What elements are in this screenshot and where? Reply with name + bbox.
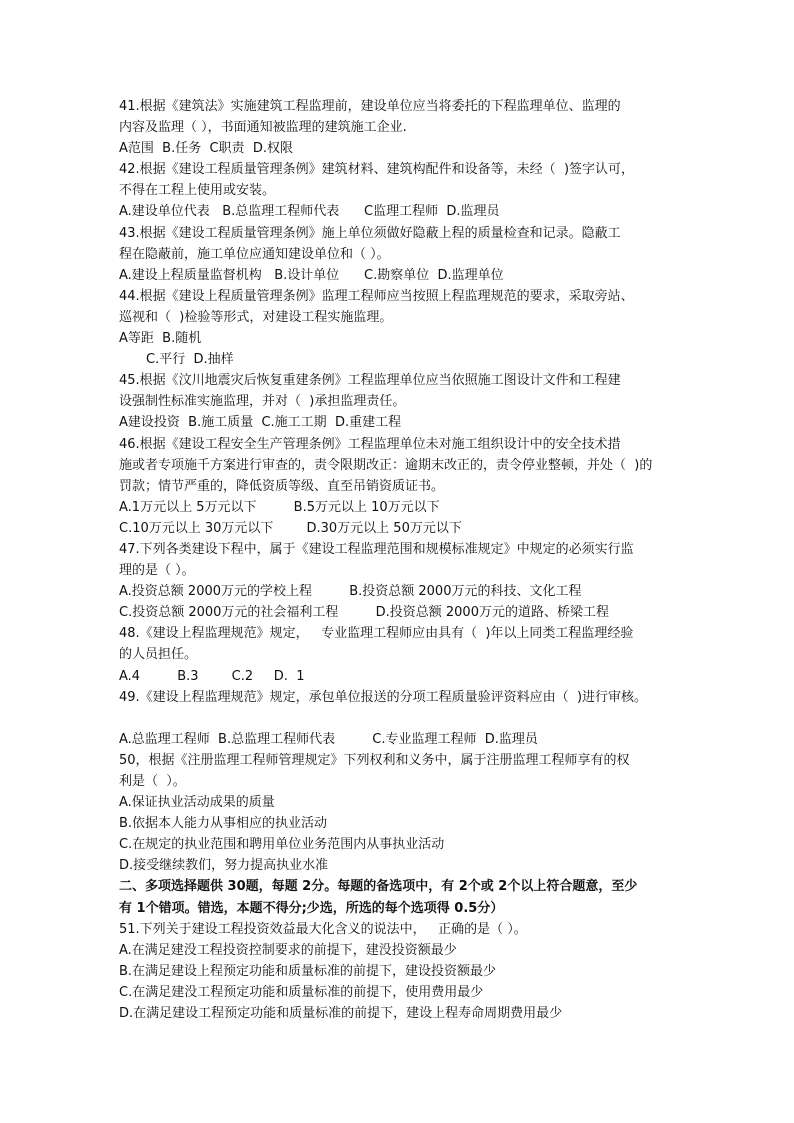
- q47-stem-line2: 理的是（ ）。: [119, 563, 195, 579]
- q50-option-d: D.接受继续教们，努力提高执业水准: [119, 858, 329, 874]
- blank-line: [119, 708, 699, 729]
- q50-stem-line2: 利是（ ）。: [119, 774, 186, 789]
- q41-stem-line2: 内容及监理（ ），书面通知被监理的建筑施工企业.: [119, 120, 407, 136]
- q48-options: A.4 B.3 C.2 D. 1: [119, 668, 305, 684]
- q51-option-c: C.在满足建没工程预定功能和质量标准的前提下，使用费用最少: [119, 984, 484, 1000]
- q44-options-ab: A等距 B.随机: [119, 331, 202, 347]
- q46-stem-line2: 施或者专项施千方案进行审查的，责令限期改正：逾期末改正的，责令停业整顿，并处（ )的: [119, 457, 653, 473]
- section-heading-line2: 有 1个错项。错选，本题不得分;少选，所选的每个选项得 0.5分）: [119, 900, 504, 916]
- q51-stem: 51.下列关于建设工程投资效益最大化含义的说法中， 正确的是（ ）。: [119, 921, 527, 937]
- q49-options: A.总监理工程师 B.总监理工程师代表 C.专业监理工程师 D.监理员: [119, 731, 538, 747]
- q50-stem-line1: 50，根据《注册监理工程师管理规定》下列权利和义务中，属于注册监理工程师享有的权: [119, 752, 630, 768]
- q46-stem-line1: 46.根据《建设工程安全生产管理条例》工程监理单位未对施工组织设计中的安全技术措: [119, 436, 621, 452]
- q46-options-ab: A.1万元以上 5万元以下 B.5万元以上 10万元以下: [119, 499, 440, 515]
- q44-stem-line1: 44.根据《建设上程质量管理条例》监理工程师应当按照上程监理规范的要求，采取旁站、: [119, 288, 634, 304]
- q44-stem-line2: 巡视和（ )检验等形式，对建设工程实施监理。: [119, 309, 393, 325]
- q50-option-c: C.在规定的执业范围和聘用单位业务范围内从事执业活动: [119, 837, 445, 853]
- q41-stem-line1: 41.根据《建筑法》实施建筑工程监理前，建设单位应当将委托的下程监理单位、监理的: [119, 99, 621, 114]
- q45-stem-line1: 45.根据《汶川地震灾后恢复重建条例》工程监理单位应当依照施工图设计文件和工程建: [119, 373, 621, 389]
- q45-stem-line2: 设强制性标准实施监理，并对（ )承担监理责任。: [119, 394, 406, 410]
- q47-options-cd: C.投资总额 2000万元的社会福利工程 D.投资总额 2000万元的道路、桥梁工程: [119, 605, 609, 621]
- q47-options-ab: A.投资总额 2000万元的学校上程 B.投资总额 2000万元的科技、文化工程: [119, 584, 582, 600]
- q51-option-a: A.在满足建没工程投资控制要求的前提下，建没投资额最少: [119, 942, 457, 958]
- q43-stem-line1: 43.根据《建设工程质量管理条例》施上单位须做好隐蔽上程的质量检查和记录。隐蔽工: [119, 225, 621, 241]
- q47-stem-line1: 47.下列各类建设下程中，属于《建设工程监理范围和规模标准规定》中规定的必须实行监: [119, 541, 634, 557]
- q48-stem-line2: 的人员担任。: [119, 647, 198, 663]
- q48-stem-line1: 48.《建设上程监理规范》规定， 专业监理工程师应由具有（ )年以上同类工程监理经验: [119, 626, 634, 642]
- q43-stem-line2: 程在隐蔽前，施工单位应通知建设单位和（ ）。: [119, 246, 390, 262]
- q49-stem: 49.《建设上程监理规范》规定，承包单位报送的分项工程质量验评资料应由（ )进行审核。: [119, 689, 648, 705]
- section-heading-line1: 二、多项选择题供 30题，每题 2分。每题的备选项中，有 2个或 2个以上符合题意，至少: [119, 879, 638, 895]
- q50-option-b: B.依据本人能力从事相应的执业活动: [119, 816, 328, 832]
- q41-options: A范围 B.任务 C职责 D.权限: [119, 141, 293, 157]
- q50-option-a: A.保证执业活动成果的质量: [119, 795, 275, 811]
- q42-options: A.建设单位代表 B.总监理工程师代表 C监理工程师 D.监理员: [119, 204, 500, 220]
- document-page: [119, 96, 699, 1024]
- q46-stem-line3: 罚款；情节严重的，降低资质等级、直至吊销资质证书。: [119, 478, 445, 494]
- q51-option-d: D.在满足建设工程预定功能和质量标准的前提下，建设上程寿命周期费用最少: [119, 1006, 563, 1022]
- q43-options: A.建设上程质量监督机构 B.设计单位 C.勘察单位 D.监理单位: [119, 267, 504, 283]
- q45-options: A建设投资 B.施工质量 C.施工工期 D.重建工程: [119, 415, 402, 431]
- q42-stem-line1: 42.根据《建设工程质量管理条例》建筑材料、建筑构配件和设备等，未经（ )签字认可，: [119, 162, 635, 178]
- q46-options-cd: C.10万元以上 30万元以下 D.30万元以上 50万元以下: [119, 520, 462, 536]
- q42-stem-line2: 不得在工程上使用或安装。: [119, 183, 276, 199]
- q51-option-b: B.在满足建设上程预定功能和质量标准的前提下，建设投资额最少: [119, 963, 497, 979]
- q44-options-cd: C.平行 D.抽样: [146, 352, 234, 368]
